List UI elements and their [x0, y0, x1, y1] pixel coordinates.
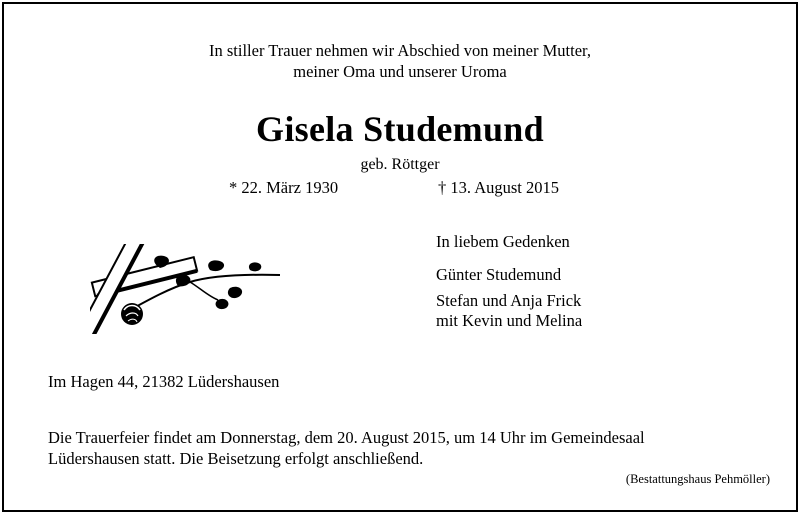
cross-with-rose-icon — [90, 244, 285, 334]
service-info — [48, 427, 645, 469]
address: Im Hagen 44, 21382 Lüdershausen — [48, 372, 280, 391]
service-line-2: Lüdershausen statt. Die Beisetzung erfolgt anschließend. — [48, 449, 424, 468]
mourner-name: mit Kevin und Melina — [436, 311, 583, 330]
mourner-name: Günter Studemund — [436, 265, 562, 284]
mourners-heading: In liebem Gedenken — [436, 232, 570, 251]
undertaker-credit: (Bestattungshaus Pehmöller) — [625, 472, 770, 486]
intro-line-1: In stiller Trauer nehmen wir Abschied von meiner Mutter, — [209, 41, 591, 60]
intro-line-2: meiner Oma und unserer Uroma — [293, 62, 507, 81]
service-line-1: Die Trauerfeier findet am Donnerstag, dem 20. August 2015, um 14 Uhr im Gemeindesaal — [48, 428, 645, 447]
mourner-name: Stefan und Anja Frick — [436, 291, 582, 310]
birth-date: * 22. März 1930 — [229, 178, 339, 197]
deceased-name: Gisela Studemund — [256, 109, 544, 149]
death-date: † 13. August 2015 — [438, 178, 560, 197]
maiden-name: geb. Röttger — [360, 156, 440, 173]
mourners-block — [436, 232, 582, 331]
